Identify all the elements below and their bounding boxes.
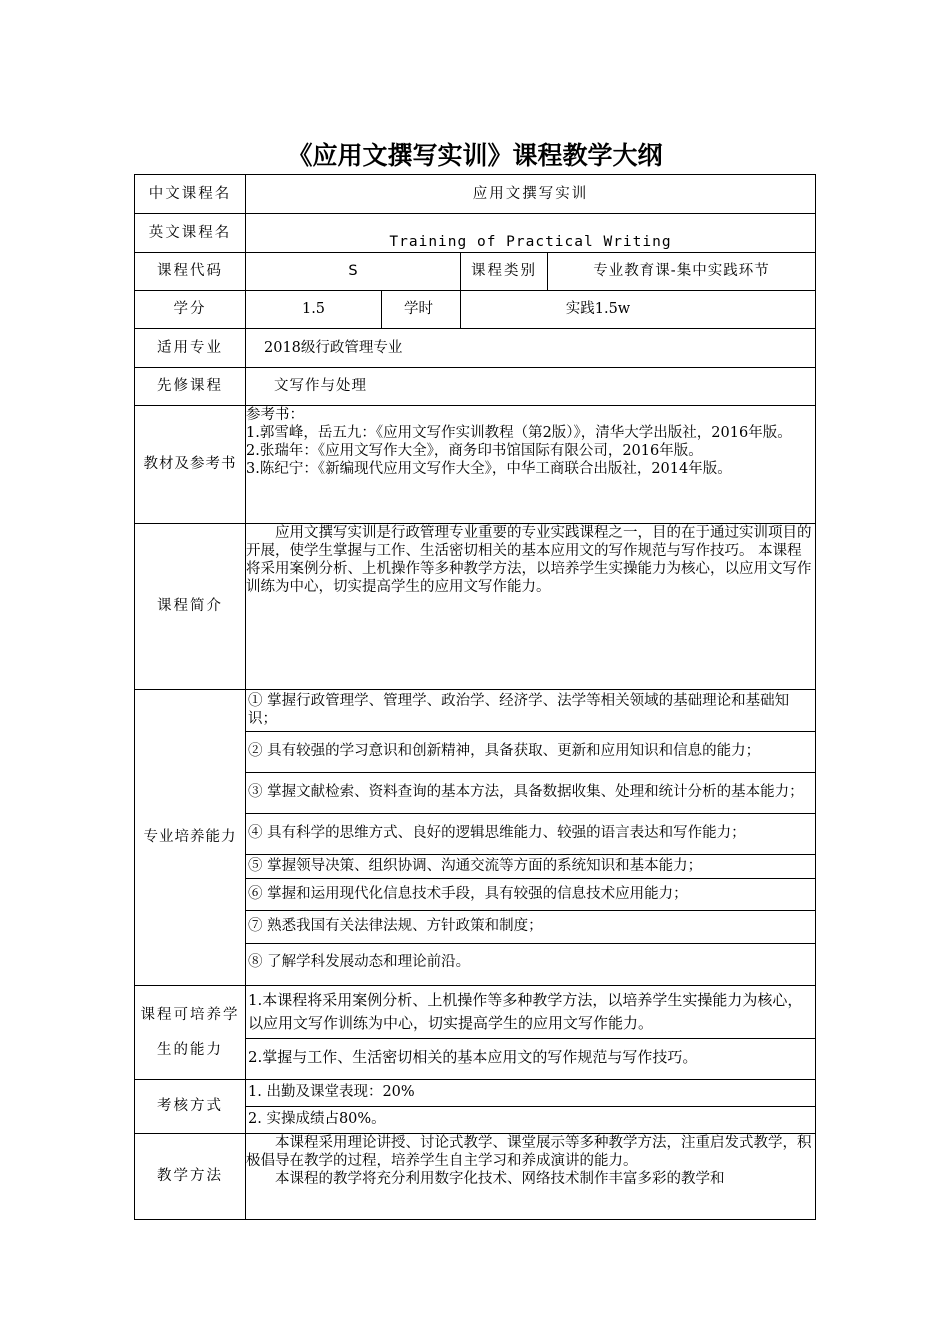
en-name-value: Training of Practical Writing: [246, 214, 816, 253]
ability-item-7: ⑦ 熟悉我国有关法律法规、方针政策和制度；: [246, 910, 815, 943]
books-label: 教材及参考书: [135, 406, 246, 524]
major-label: 适用专业: [135, 329, 246, 368]
course-ability-item-1: 1.本课程将采用案例分析、上机操作等多种教学方法，以培养学生实操能力为核心，以应用文写作训练为中心，切实提高学生的应用文写作能力。: [246, 986, 815, 1038]
course-ability-item-2: 2.掌握与工作、生活密切相关的基本应用文的写作规范与写作技巧。: [248, 1047, 698, 1066]
row-books: [135, 406, 816, 524]
row-cn-name: [135, 175, 816, 214]
row-abilities: [135, 690, 816, 986]
ability-item-6: ⑥ 掌握和运用现代化信息技术手段，具有较强的信息技术应用能力；: [246, 878, 815, 910]
credit-label: 学分: [135, 291, 246, 329]
en-name-label: 英文课程名: [135, 214, 246, 253]
method-cell: [246, 1134, 816, 1220]
row-code: [135, 253, 816, 291]
assess-list: [246, 1080, 815, 1132]
book-item-2: 2.张瑞年：《应用文写作大全》，商务印书馆国际有限公司，2016年版。: [246, 443, 703, 460]
code-label: 课程代码: [135, 253, 246, 291]
row-prereq: [135, 368, 816, 406]
hours-value: 实践1.5w: [461, 291, 816, 329]
book-item-3: 3.陈纪宁：《新编现代应用文写作大全》，中华工商联合出版社，2014年版。: [246, 461, 732, 478]
category-label: 课程类别: [461, 253, 548, 291]
course-ability-label-line2: 生的能力: [157, 1041, 223, 1058]
assess-cell: [246, 1080, 816, 1134]
major-value: 2018级行政管理专业: [246, 329, 816, 368]
code-value: S: [246, 253, 461, 291]
row-assess: [135, 1080, 816, 1134]
ability-label: 专业培养能力: [135, 690, 246, 986]
prereq-value: 文写作与处理: [246, 368, 816, 406]
row-major: [135, 329, 816, 368]
course-abilities-cell: [246, 986, 816, 1080]
page-title: 《应用文撰写实训》课程教学大纲: [287, 141, 663, 170]
row-course-abilities: [135, 986, 816, 1080]
ability-item-1: ① 掌握行政管理学、管理学、政治学、经济学、法学等相关领域的基础理论和基础知识；: [246, 690, 815, 731]
row-method: [135, 1134, 816, 1220]
abilities-list: [246, 690, 815, 982]
cn-name-value: 应用文撰写实训: [246, 175, 816, 214]
assess-item-2: 2. 实操成绩占80%。: [248, 1110, 386, 1127]
syllabus-table: [134, 174, 816, 1220]
ability-item-4: ④ 具有科学的思维方式、良好的逻辑思维能力、较强的语言表达和写作能力；: [246, 813, 815, 854]
course-ability-label-line1: 课程可培养学: [140, 1006, 240, 1023]
ability-item-8: ⑧ 了解学科发展动态和理论前沿。: [248, 954, 471, 971]
row-intro: [135, 524, 816, 690]
books-list: [246, 406, 816, 524]
assess-item-1: 1. 出勤及课堂表现：20%: [246, 1080, 815, 1106]
method-label: 教学方法: [135, 1134, 246, 1220]
course-ability-label: [135, 986, 246, 1080]
assess-label: 考核方式: [135, 1080, 246, 1134]
prereq-label: 先修课程: [135, 368, 246, 406]
row-en-name: [135, 214, 816, 253]
credit-value: 1.5: [246, 291, 382, 329]
row-credit: [135, 291, 816, 329]
course-abilities-list: [246, 986, 815, 1076]
books-heading: 参考书：: [246, 407, 304, 423]
category-value: 专业教育课-集中实践环节: [548, 253, 816, 291]
intro-value: 应用文撰写实训是行政管理专业重要的专业实践课程之一，目的在于通过实训项目的开展，使学生掌握与工作、生活密切相关的基本应用文的写作规范与写作技巧。 本课程将采用案例分析、上机操作等多种教学方法，以培养学生实操能力为核心，以应用文写作训练为中心，切实提高学生的应用文写作能力。: [246, 524, 816, 690]
abilities-cell: [246, 690, 816, 986]
ability-item-3: ③ 掌握文献检索、资料查询的基本方法，具备数据收集、处理和统计分析的基本能力；: [246, 772, 815, 813]
ability-item-2: ② 具有较强的学习意识和创新精神，具备获取、更新和应用知识和信息的能力；: [246, 731, 815, 772]
book-item-1: 1.郭雪峰，岳五九：《应用文写作实训教程（第2版）》，清华大学出版社，2016年版。: [246, 425, 792, 442]
method-paragraph-1: 本课程采用理论讲授、讨论式教学、课堂展示等多种教学方法，注重启发式教学，积极倡导在教学的过程，培养学生自主学习和养成演讲的能力。: [246, 1135, 812, 1170]
intro-label: 课程简介: [135, 524, 246, 690]
method-paragraph-2: 本课程的教学将充分利用数字化技术、网络技术制作丰富多彩的教学和: [275, 1171, 725, 1188]
hours-label: 学时: [382, 291, 461, 329]
ability-item-5: ⑤ 掌握领导决策、组织协调、沟通交流等方面的系统知识和基本能力；: [246, 854, 815, 878]
cn-name-label: 中文课程名: [135, 175, 246, 214]
